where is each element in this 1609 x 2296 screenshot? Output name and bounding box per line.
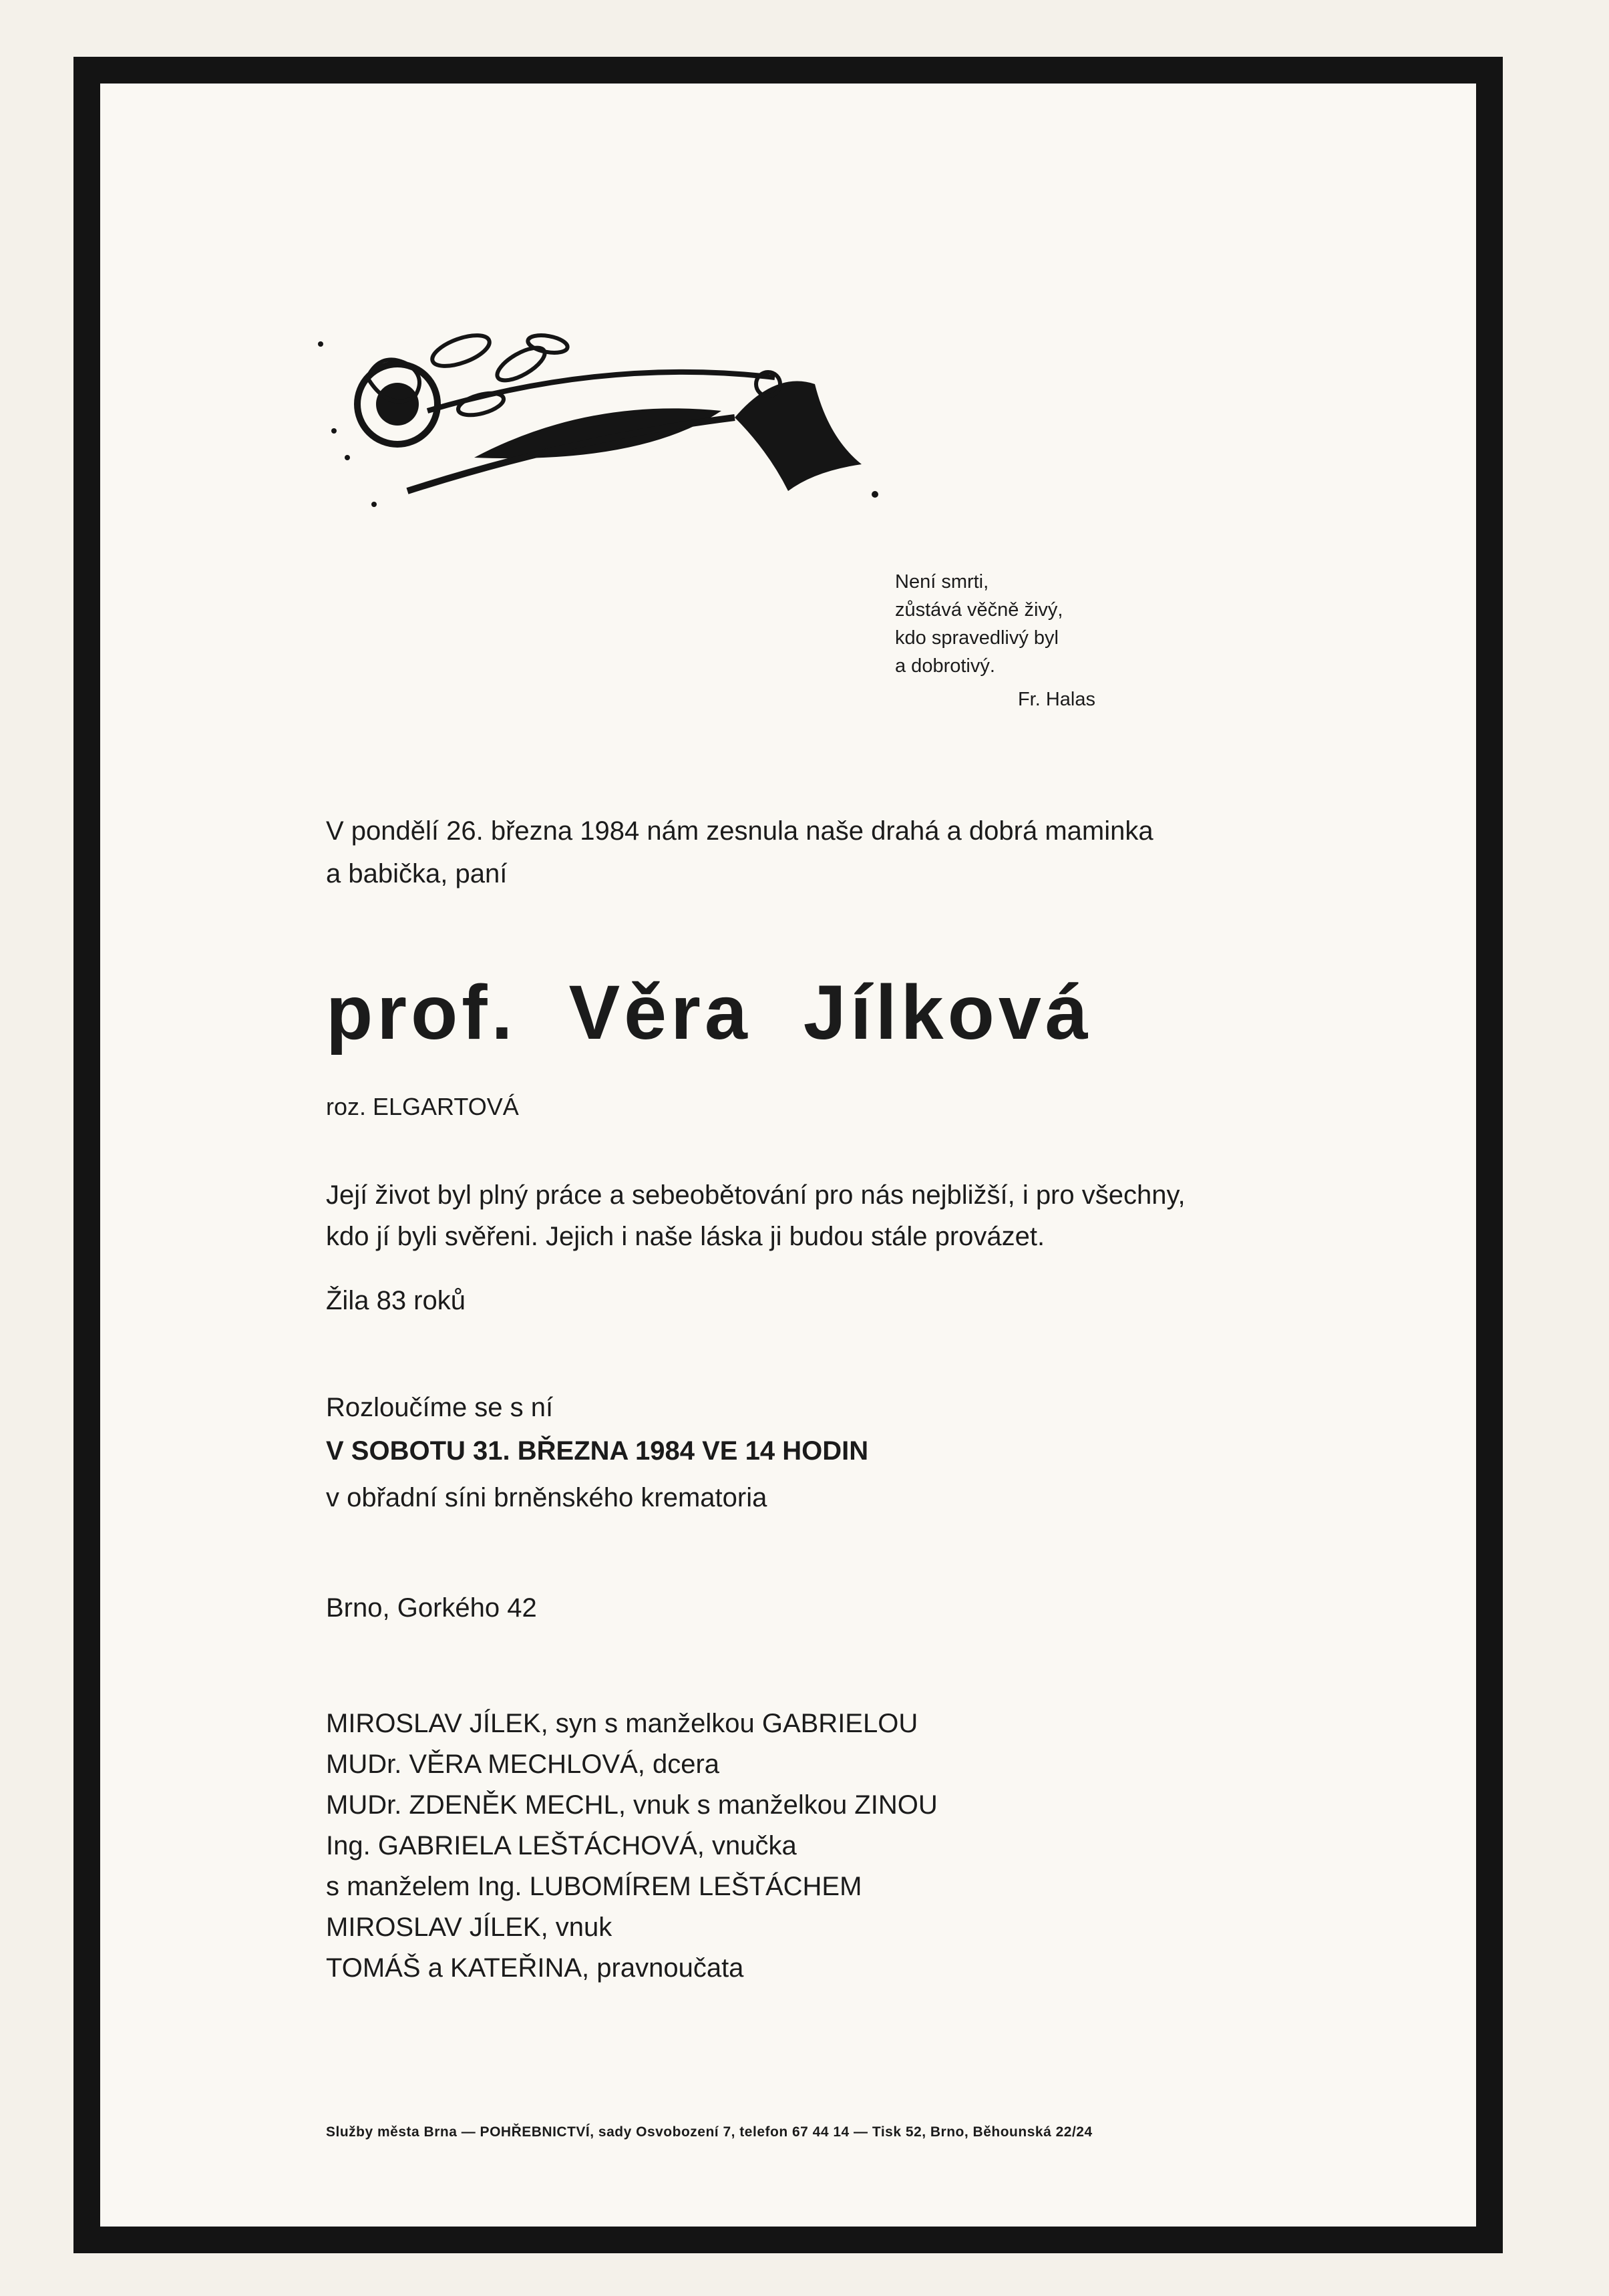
flower-ribbon-illustration xyxy=(307,304,975,518)
farewell-intro: Rozloučíme se s ní xyxy=(326,1393,554,1422)
farewell-venue: v obřadní síni brněnského krematoria xyxy=(326,1483,767,1512)
family-member: TOMÁŠ a KATEŘINA, pravnoučata xyxy=(326,1953,744,1983)
family-member: MUDr. ZDENĚK MECHL, vnuk s manželkou ZINOU xyxy=(326,1790,938,1820)
intro-line-1: V pondělí 26. března 1984 nám zesnula naše drahá a dobrá maminka xyxy=(326,816,1153,846)
quote-line: zůstává věčně živý, xyxy=(895,599,1063,621)
family-member: s manželem Ing. LUBOMÍREM LEŠTÁCHEM xyxy=(326,1872,862,1901)
maiden-name: roz. ELGARTOVÁ xyxy=(326,1093,519,1120)
family-address: Brno, Gorkého 42 xyxy=(326,1593,537,1623)
intro-line-2: a babička, paní xyxy=(326,859,508,888)
farewell-date: V SOBOTU 31. BŘEZNA 1984 VE 14 HODIN xyxy=(326,1436,869,1466)
life-tribute xyxy=(326,1174,1328,1257)
life-line-2: kdo jí byli svěřeni. Jejich i naše láska ji budou stále provázet. xyxy=(326,1222,1045,1251)
death-announcement xyxy=(326,810,1328,895)
life-line-1: Její život byl plný práce a sebeobětování pro nás nejbližší, i pro všechny, xyxy=(326,1180,1186,1210)
family-member: MIROSLAV JÍLEK, syn s manželkou GABRIELOU xyxy=(326,1709,918,1738)
quote-author: Fr. Halas xyxy=(1017,689,1095,710)
deceased-name: prof. Věra Jílková xyxy=(326,970,1092,1055)
family-list xyxy=(326,1703,938,1989)
printer-imprint: Služby města Brna — POHŘEBNICTVÍ, sady Osvobození 7, telefon 67 44 14 — Tisk 52, Brno, Běhounská 22/24 xyxy=(326,2124,1093,2140)
quote-line: a dobrotivý. xyxy=(895,655,995,677)
halas-quote xyxy=(895,568,1149,713)
family-member: Ing. GABRIELA LEŠTÁCHOVÁ, vnučka xyxy=(326,1831,797,1860)
quote-line: Není smrti, xyxy=(895,571,989,593)
family-member: MIROSLAV JÍLEK, vnuk xyxy=(326,1913,612,1942)
family-member: MUDr. VĚRA MECHLOVÁ, dcera xyxy=(326,1750,720,1779)
quote-line: kdo spravedlivý byl xyxy=(895,627,1059,649)
age-at-death: Žila 83 roků xyxy=(326,1286,466,1315)
